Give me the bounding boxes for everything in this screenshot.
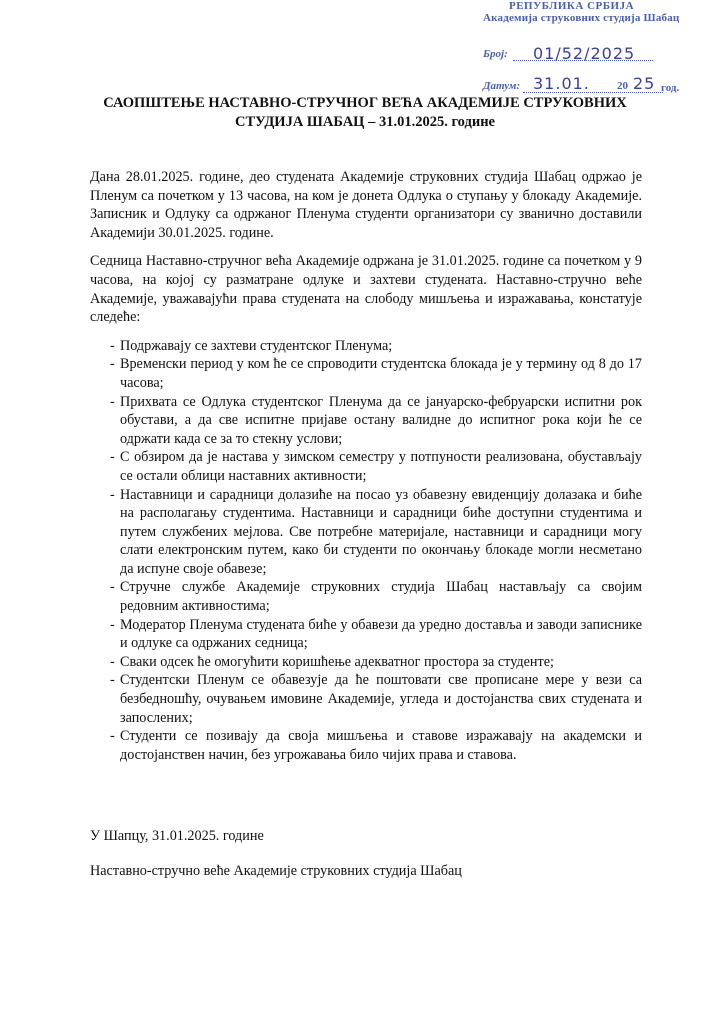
- list-item: [90, 671, 642, 727]
- list-item-text: Студенти се позивају да своја мишљења и ставове изражавају на академски и достојанствен начин, без угрожавања било чијих права и ставова.: [120, 728, 642, 763]
- bullet-dash: -: [110, 672, 115, 689]
- list-item-text: Временски период у ком ће се спроводити студентска блокада је у термину од 8 до 17 часова;: [120, 356, 642, 391]
- stamp-country: РЕПУБЛИКА СРБИЈА: [509, 0, 635, 12]
- list-item-text: Наставници и сарадници долазиће на посао уз обавезну евиденцију долазака и биће на располагању студентима. Наставници и сарадници биће доступни студентима и путем службених мејлова. Све потребне материјале, наставници и сарадници могу слати електронским путем, како би студенти по окончању блокаде могли несметано да испуне своје обавезе;: [120, 486, 642, 577]
- bullet-dash: -: [110, 486, 115, 503]
- list-item-text: Студентски Пленум се обавезује да ће поштовати све прописане мере у вези са безбедношћу, очувањем имовине Академије, угледа и достојанства свих студената и запослених;: [120, 672, 642, 726]
- stamp-number-label: Број:: [483, 48, 508, 60]
- list-item: [90, 337, 642, 356]
- list-item: [90, 616, 642, 653]
- list-item-text: Сваки одсек ће омогућити коришћење адекватног простора за студенте;: [120, 653, 554, 670]
- bullet-dash: -: [110, 653, 115, 670]
- stamp-year-prefix: 20: [617, 80, 628, 92]
- stamp-number-value: 01/52/2025: [533, 44, 636, 63]
- list-item-text: С обзиром да је настава у зимском семестру у потпуности реализована, обустављају се остали облици наставних активности;: [120, 449, 642, 484]
- bullet-dash: -: [110, 337, 115, 354]
- bullet-dash: -: [110, 393, 115, 410]
- place-and-date: У Шапцу, 31.01.2025. године: [90, 828, 264, 844]
- list-item: [90, 448, 642, 485]
- document-title: САОПШТЕЊЕ НАСТАВНО-СТРУЧНОГ ВЕЋА АКАДЕМИЈЕ СТРУКОВНИХ СТУДИЈА ШАБАЦ – 31.01.2025. године: [103, 95, 627, 130]
- bullet-dash: -: [110, 579, 115, 596]
- list-item: [90, 653, 642, 672]
- list-item-text: Стручне службе Академије струковних студија Шабац настављају са својим редовним активностима;: [120, 579, 642, 615]
- bullet-dash: -: [110, 728, 115, 745]
- document-body: [90, 168, 642, 764]
- paragraph-session: Седница Наставно-стручног већа Академије одржана је 31.01.2025. године са почетком у 9 часова, на којој су разматране одлуке и захтеви студената. Наставно-стручно веће Академије, уважавајући права студената на слободу мишљења и изражавања, констатује следеће:: [90, 253, 642, 326]
- list-item: [90, 486, 642, 579]
- stamp-year-hand: 25: [633, 74, 656, 93]
- paragraph-intro: Дана 28.01.2025. године, део студената Академије струковних студија Шабац одржао је Пленум са почетком у 13 часова, на ком је донета Одлука о ступању у блокаду Академије. Записник и Одлуку са одржаног Пленума студенти организатори су званично доставили Академији 30.01.2025. године.: [90, 169, 642, 241]
- stamp-date-value: 31.01.: [533, 74, 590, 93]
- stamp-date-suffix: год.: [661, 82, 680, 94]
- list-item: [90, 727, 642, 764]
- bullet-dash: -: [110, 616, 115, 633]
- bullet-dash: -: [110, 449, 115, 466]
- stamp-date-label: Датум:: [483, 80, 521, 92]
- signature-line: Наставно-стручно веће Академије струковних студија Шабац: [90, 863, 462, 879]
- list-item: [90, 393, 642, 449]
- stamp-institution: Академија струковних студија Шабац: [483, 12, 680, 24]
- registry-stamp: [455, 0, 717, 100]
- list-item-text: Прихвата се Одлука студентског Пленума да се јануарско-фебруарски испитни рок обустави, а да све испитне пријаве остану валидне до испитног рока који ће се одржати када се за то стекну услови;: [120, 393, 642, 447]
- bullet-dash: -: [110, 356, 115, 373]
- list-item-text: Подржавају се захтеви студентског Пленума;: [120, 337, 393, 354]
- list-item: [90, 578, 642, 615]
- list-item-text: Модератор Пленума студената биће у обавези да уредно доставља и заводи записнике и одлуке са одржаних седница;: [120, 616, 642, 652]
- conclusions-list: [90, 337, 642, 765]
- list-item: [90, 355, 642, 392]
